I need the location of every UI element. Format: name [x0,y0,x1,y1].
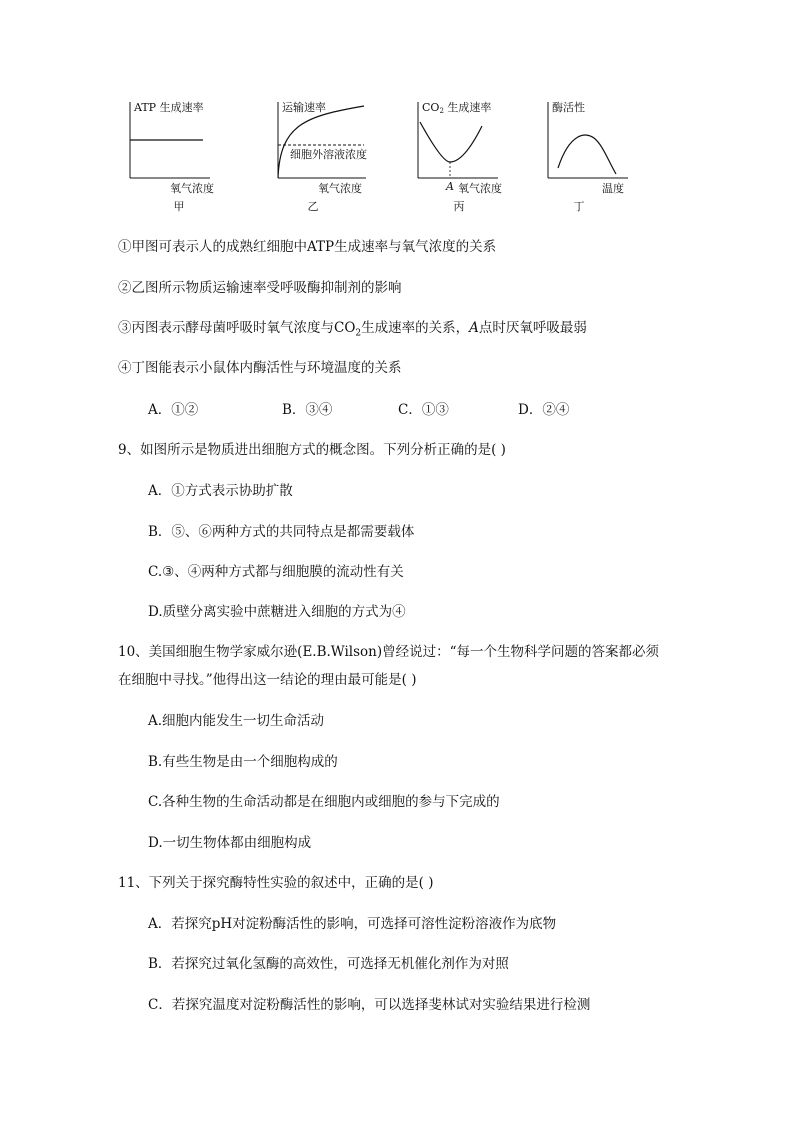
y-axis-label: 酶活性 [552,101,585,114]
x-axis-label: 温度 [602,182,624,195]
graph-jia-svg [118,94,228,194]
graph-jia [118,94,228,194]
graphs-row [118,94,638,214]
q10-option-b[interactable]: B.有些生物是由一个细胞构成的 [148,754,338,770]
y-axis-label: CO2 生成速率 [422,101,492,115]
dashed-line-label: 细胞外溶液浓度 [290,148,367,161]
q11-stem: 11、下列关于探究酶特性实验的叙述中，正确的是( ) [118,875,434,891]
caption-yi: 乙 [307,200,319,213]
x-axis-label: 氧气浓度 [318,182,362,195]
q8-statement-3: ③丙图表示酵母菌呼吸时氧气浓度与$CO_2$生成速率的关系，A点时厌氧呼吸最弱 [118,320,587,339]
q9-option-d[interactable]: D.质壁分离实验中蔗糖进入细胞的方式为④ [148,604,406,620]
q8-option-d[interactable]: D．②④ [518,402,570,418]
q11-option-c[interactable]: C．若探究温度对淀粉酶活性的影响，可以选择斐林试对实验结果进行检测 [148,997,591,1013]
graph-ding-svg [536,94,646,194]
x-axis-label: 氧气浓度 [170,182,214,195]
point-a-label: A [446,180,454,193]
q9-stem: 9、如图所示是物质进出细胞方式的概念图。下列分析正确的是( ) [118,442,506,458]
caption-bing: 丙 [453,200,465,213]
graph-yi [266,94,386,194]
q9-option-a[interactable]: A．①方式表示协助扩散 [148,483,293,499]
transport-curve [278,106,364,178]
y-axis-label: 运输速率 [282,101,326,114]
x-axis-label: 氧气浓度 [458,182,502,195]
enzyme-activity-curve [558,135,616,174]
q8-option-a[interactable]: A．①② [148,402,199,418]
q10-option-d[interactable]: D.一切生物体都由细胞构成 [148,835,312,851]
q8-statement-1: ①甲图可表示人的成熟红细胞中ATP生成速率与氧气浓度的关系 [118,239,497,255]
q8-statement-4: ④丁图能表示小鼠体内酶活性与环境温度的关系 [118,360,402,376]
graph-ding [536,94,646,194]
graph-bing-svg [406,94,516,194]
caption-ding: 丁 [573,200,585,213]
q10-stem-line-2: 在细胞中寻找。”他得出这一结论的理由最可能是( ) [118,672,417,688]
q11-option-b[interactable]: B．若探究过氧化氢酶的高效性，可选择无机催化剂作为对照 [148,956,509,972]
q10-option-a[interactable]: A.细胞内能发生一切生命活动 [148,713,325,729]
q9-option-c[interactable]: C.③、④两种方式都与细胞膜的流动性有关 [148,564,404,580]
graph-yi-svg [266,94,386,194]
y-axis-label: ATP 生成速率 [134,101,204,114]
q9-option-b[interactable]: B．⑤、⑥两种方式的共同特点是都需要载体 [148,524,415,540]
graph-bing [406,94,516,194]
q11-option-a[interactable]: A．若探究pH对淀粉酶活性的影响，可选择可溶性淀粉溶液作为底物 [148,916,557,932]
caption-jia: 甲 [173,200,185,213]
q10-option-c[interactable]: C.各种生物的生命活动都是在细胞内或细胞的参与下完成的 [148,794,500,810]
co2-curve [420,122,482,162]
q8-option-c[interactable]: C．①③ [398,402,449,418]
q8-option-b[interactable]: B．③④ [282,402,333,418]
q10-stem-line-1: 10、美国细胞生物学家威尔逊(E.B.Wilson)曾经说过：“每一个生物科学问题的答案都必须 [118,644,659,660]
q8-statement-2: ②乙图所示物质运输速率受呼吸酶抑制剂的影响 [118,280,402,296]
